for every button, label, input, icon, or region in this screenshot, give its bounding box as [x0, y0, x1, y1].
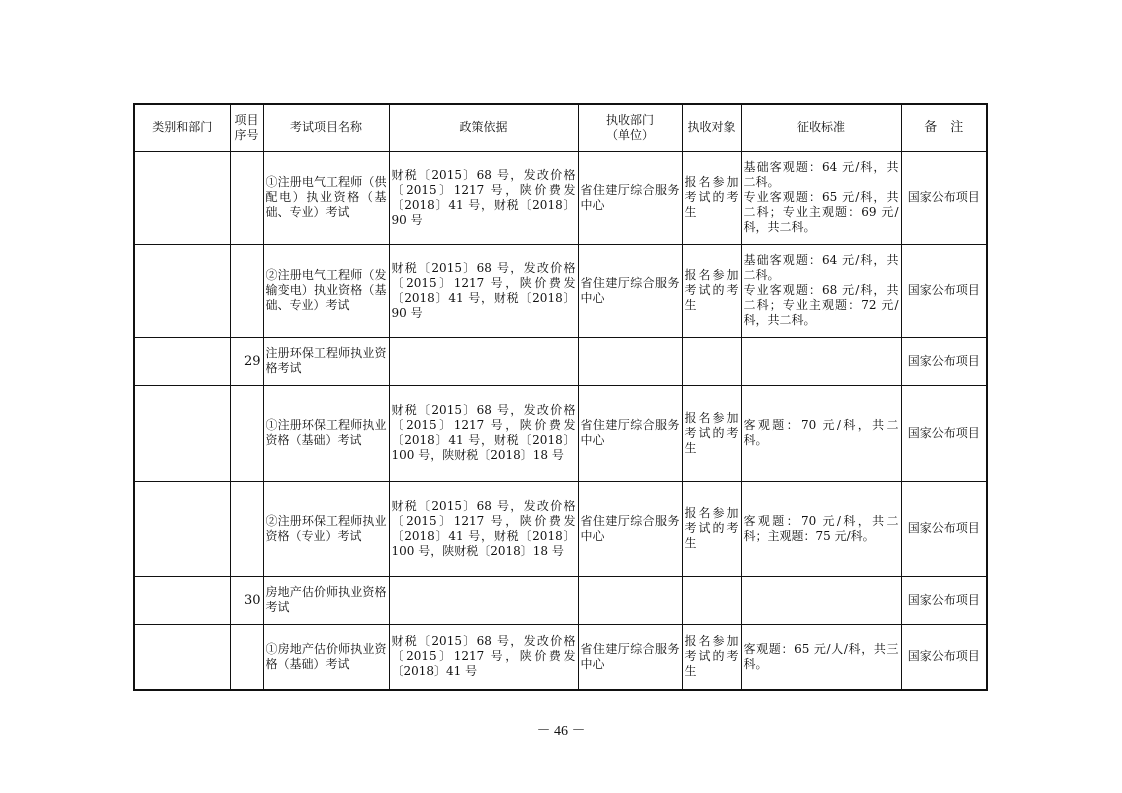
- cell-target: [682, 576, 741, 624]
- cell-standard: 客观题：70 元/科，共二科。: [741, 385, 901, 481]
- cell-policy: [389, 337, 578, 385]
- cell-item: ②注册电气工程师（发输变电）执业资格（基础、专业）考试: [263, 244, 389, 337]
- table-row: [134, 576, 987, 624]
- cell-category: [134, 624, 230, 690]
- cell-dept: 省住建厅综合服务中心: [578, 481, 682, 576]
- header-category: 类别和部门: [134, 104, 230, 151]
- cell-category: [134, 337, 230, 385]
- cell-standard: 基础客观题：64 元/科，共二科。 专业客观题：68 元/科，共二科；专业主观题：72 元/科，共二科。: [741, 244, 901, 337]
- cell-dept: [578, 576, 682, 624]
- cell-seq: [230, 481, 263, 576]
- cell-item: 注册环保工程师执业资格考试: [263, 337, 389, 385]
- cell-target: 报名参加考试的考生: [682, 151, 741, 244]
- cell-policy: 财税〔2015〕68 号，发改价格〔2015〕1217 号，陕价费发〔2018〕41 号，财税〔2018〕100 号，陕财税〔2018〕18 号: [389, 385, 578, 481]
- cell-standard: [741, 576, 901, 624]
- cell-seq: 30: [230, 576, 263, 624]
- cell-item: ①注册环保工程师执业资格（基础）考试: [263, 385, 389, 481]
- cell-item: 房地产估价师执业资格考试: [263, 576, 389, 624]
- header-dept: 执收部门 （单位）: [578, 104, 682, 151]
- cell-target: 报名参加考试的考生: [682, 624, 741, 690]
- page-number: － 46 －: [536, 724, 586, 739]
- header-item: 考试项目名称: [263, 104, 389, 151]
- fee-table: [133, 103, 988, 691]
- header-remark: 备 注: [901, 104, 987, 151]
- cell-standard: [741, 337, 901, 385]
- cell-policy: 财税〔2015〕68 号，发改价格〔2015〕1217 号，陕价费发〔2018〕41 号: [389, 624, 578, 690]
- cell-dept: 省住建厅综合服务中心: [578, 624, 682, 690]
- cell-seq: [230, 624, 263, 690]
- cell-category: [134, 576, 230, 624]
- cell-remark: 国家公布项目: [901, 481, 987, 576]
- cell-dept: [578, 337, 682, 385]
- cell-remark: 国家公布项目: [901, 385, 987, 481]
- cell-standard: 基础客观题：64 元/科，共二科。 专业客观题：65 元/科，共二科；专业主观题：69 元/科，共二科。: [741, 151, 901, 244]
- cell-target: [682, 337, 741, 385]
- table-row: [134, 337, 987, 385]
- cell-remark: 国家公布项目: [901, 576, 987, 624]
- cell-item: ①注册电气工程师（供配电）执业资格（基础、专业）考试: [263, 151, 389, 244]
- cell-standard: 客观题：65 元/人/科，共三科。: [741, 624, 901, 690]
- cell-policy: 财税〔2015〕68 号，发改价格〔2015〕1217 号，陕价费发〔2018〕41 号，财税〔2018〕90 号: [389, 244, 578, 337]
- cell-dept: 省住建厅综合服务中心: [578, 244, 682, 337]
- cell-category: [134, 244, 230, 337]
- table-row: [134, 481, 987, 576]
- cell-category: [134, 481, 230, 576]
- cell-policy: 财税〔2015〕68 号，发改价格〔2015〕1217 号，陕价费发〔2018〕41 号，财税〔2018〕100 号，陕财税〔2018〕18 号: [389, 481, 578, 576]
- header-row: [134, 104, 987, 151]
- cell-category: [134, 151, 230, 244]
- cell-target: 报名参加考试的考生: [682, 481, 741, 576]
- cell-item: ②注册环保工程师执业资格（专业）考试: [263, 481, 389, 576]
- cell-seq: [230, 244, 263, 337]
- header-policy: 政策依据: [389, 104, 578, 151]
- cell-remark: 国家公布项目: [901, 337, 987, 385]
- cell-policy: [389, 576, 578, 624]
- cell-target: 报名参加考试的考生: [682, 244, 741, 337]
- table-row: [134, 624, 987, 690]
- table-row: [134, 151, 987, 244]
- header-target: 执收对象: [682, 104, 741, 151]
- header-standard: 征收标准: [741, 104, 901, 151]
- cell-item: ①房地产估价师执业资格（基础）考试: [263, 624, 389, 690]
- cell-dept: 省住建厅综合服务中心: [578, 151, 682, 244]
- cell-remark: 国家公布项目: [901, 624, 987, 690]
- cell-remark: 国家公布项目: [901, 151, 987, 244]
- cell-seq: 29: [230, 337, 263, 385]
- table-row: [134, 385, 987, 481]
- cell-seq: [230, 385, 263, 481]
- cell-standard: 客观题：70 元/科，共二科；主观题：75 元/科。: [741, 481, 901, 576]
- table-row: [134, 244, 987, 337]
- cell-policy: 财税〔2015〕68 号，发改价格〔2015〕1217 号，陕价费发〔2018〕41 号，财税〔2018〕90 号: [389, 151, 578, 244]
- cell-seq: [230, 151, 263, 244]
- cell-dept: 省住建厅综合服务中心: [578, 385, 682, 481]
- cell-target: 报名参加考试的考生: [682, 385, 741, 481]
- cell-remark: 国家公布项目: [901, 244, 987, 337]
- header-seq: 项目序号: [230, 104, 263, 151]
- cell-category: [134, 385, 230, 481]
